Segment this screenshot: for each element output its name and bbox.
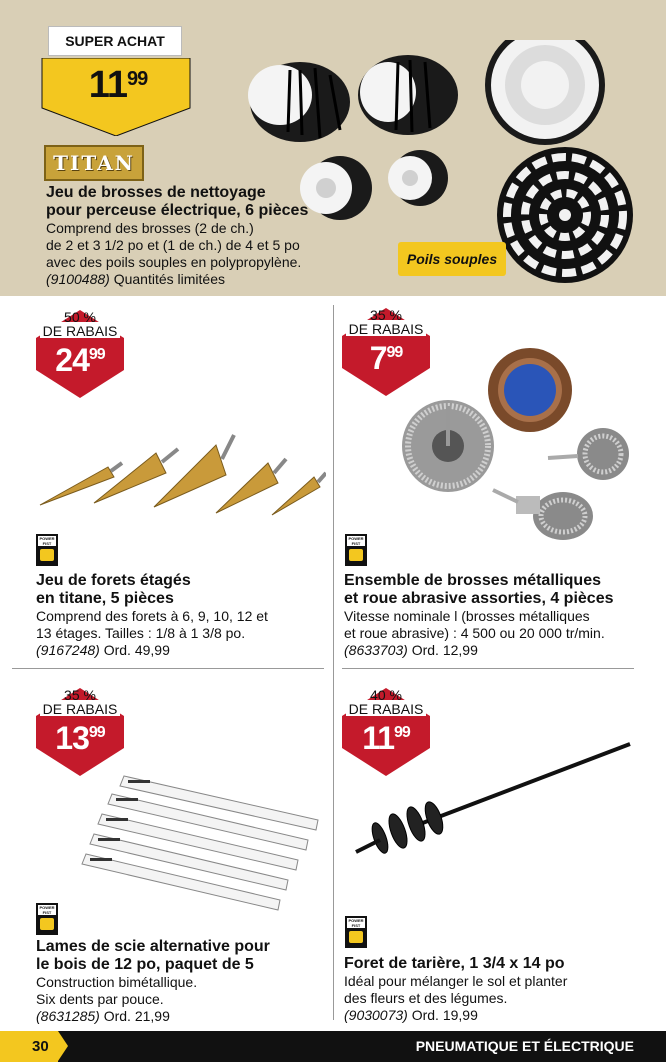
auger-bit-image [350,740,635,865]
product-sku-line [36,1008,326,1025]
product-title-line2: en titane, 5 pièces [36,590,174,607]
product-sku-line [344,1007,636,1024]
wire-brushes-image [398,346,638,551]
discount-pct: 35 % [64,687,96,703]
hero-price-cents: 99 [126,68,148,90]
discount-badge [34,308,126,400]
price-main: 11 [362,720,395,756]
product-desc-line1: Comprend des forets à 6, 9, 10, 12 et [36,608,268,624]
saw-blades-image [80,772,325,914]
hero-desc-line2: de 2 et 3 1/2 po et (1 de ch.) de 4 et 5 po [46,237,300,253]
power-fist-logo [36,534,58,566]
power-fist-logo-text: POWER FIST [348,918,364,928]
product-sku-line [344,642,636,659]
product-desc-line1: Construction bimétallique. [36,974,198,990]
product-sku: (9167248) [36,642,100,658]
page-number-arrow-icon [58,1031,68,1061]
power-fist-logo-text: POWER FIST [39,536,55,546]
product-desc-line2: des fleurs et des légumes. [344,990,508,1006]
product-text [36,938,326,1025]
discount-pct: 40 % [370,687,402,703]
titan-logo-text: TITAN [53,151,135,175]
power-fist-logo [36,903,58,935]
power-fist-logo [345,534,367,566]
discount-de-rabais: DE RABAIS [42,701,118,717]
fist-icon [40,918,54,930]
product-text [344,572,636,659]
price-cents: 99 [386,344,403,361]
power-fist-logo [345,916,367,948]
grid-divider-right [342,668,634,669]
product-ord: Ord. 19,99 [411,1007,478,1023]
hero-title-line2: pour perceuse électrique, 6 pièces [46,202,309,219]
poils-souples-badge: Poils souples [398,242,506,276]
fist-icon [40,549,54,561]
power-fist-logo-text: POWER FIST [348,536,364,546]
hero-sku: (9100488) [46,271,110,287]
page-number: 30 [0,1031,58,1062]
product-title-line2: le bois de 12 po, paquet de 5 [36,956,254,973]
hero-price [58,64,178,107]
product-ord: Ord. 49,99 [103,642,170,658]
hero-title-line1: Jeu de brosses de nettoyage [46,184,266,201]
product-title-line1: Jeu de forets étagés [36,572,191,589]
price-cents: 99 [88,724,105,741]
grid-divider-left [12,668,324,669]
product-text [36,572,326,659]
product-desc-line1: Vitesse nominale l (brosses métalliques [344,608,590,624]
discount-pct: 50 % [64,309,96,325]
product-title-line1: Foret de tarière, 1 3/4 x 14 po [344,955,565,972]
product-desc-line2: Six dents par pouce. [36,991,164,1007]
super-achat-label: SUPER ACHAT [48,26,182,56]
product-ord: Ord. 21,99 [103,1008,170,1024]
product-sku-line [36,642,326,659]
hero-desc-line1: Comprend des brosses (2 de ch.) [46,220,254,236]
price-cents: 99 [88,346,105,363]
page-footer [0,1031,666,1062]
fist-icon [349,931,363,943]
product-desc-line2: et roue abrasive) : 4 500 ou 20 000 tr/min. [344,625,605,641]
discount-de-rabais: DE RABAIS [348,321,424,337]
discount-price [34,342,126,379]
price-main: 24 [55,342,89,378]
product-text [344,955,636,1024]
hero-price-main: 11 [88,64,127,106]
price-main: 13 [55,720,89,756]
discount-de-rabais: DE RABAIS [42,323,118,339]
discount-price [34,720,126,757]
fist-icon [349,549,363,561]
hero-sku-note: Quantités limitées [113,271,225,287]
section-title: PNEUMATIQUE ET ÉLECTRIQUE [415,1038,634,1054]
product-desc-line1: Idéal pour mélanger le sol et planter [344,973,568,989]
discount-de-rabais: DE RABAIS [348,701,424,717]
discount-pct: 35 % [370,307,402,323]
product-sku: (9030073) [344,1007,408,1023]
hero-product-text [46,184,346,288]
product-desc-line2: 13 étages. Tailles : 1/8 à 1 3/8 po. [36,625,246,641]
step-drill-bits-image [36,425,326,520]
hero-desc-line3: avec des poils souples en polypropylène. [46,254,302,270]
price-cents: 99 [394,724,410,741]
product-title-line1: Ensemble de brosses métalliques [344,572,601,589]
power-fist-logo-text: POWER FIST [39,905,55,915]
product-title-line1: Lames de scie alternative pour [36,938,270,955]
product-sku: (8633703) [344,642,408,658]
titan-logo [44,145,144,181]
discount-badge [34,686,126,778]
hero-sku-line [46,271,346,288]
grid-divider-vertical [333,305,334,1020]
price-main: 7 [369,340,387,376]
product-title-line2: et roue abrasive assorties, 4 pièces [344,590,614,607]
product-sku: (8631285) [36,1008,100,1024]
product-ord: Ord. 12,99 [411,642,478,658]
